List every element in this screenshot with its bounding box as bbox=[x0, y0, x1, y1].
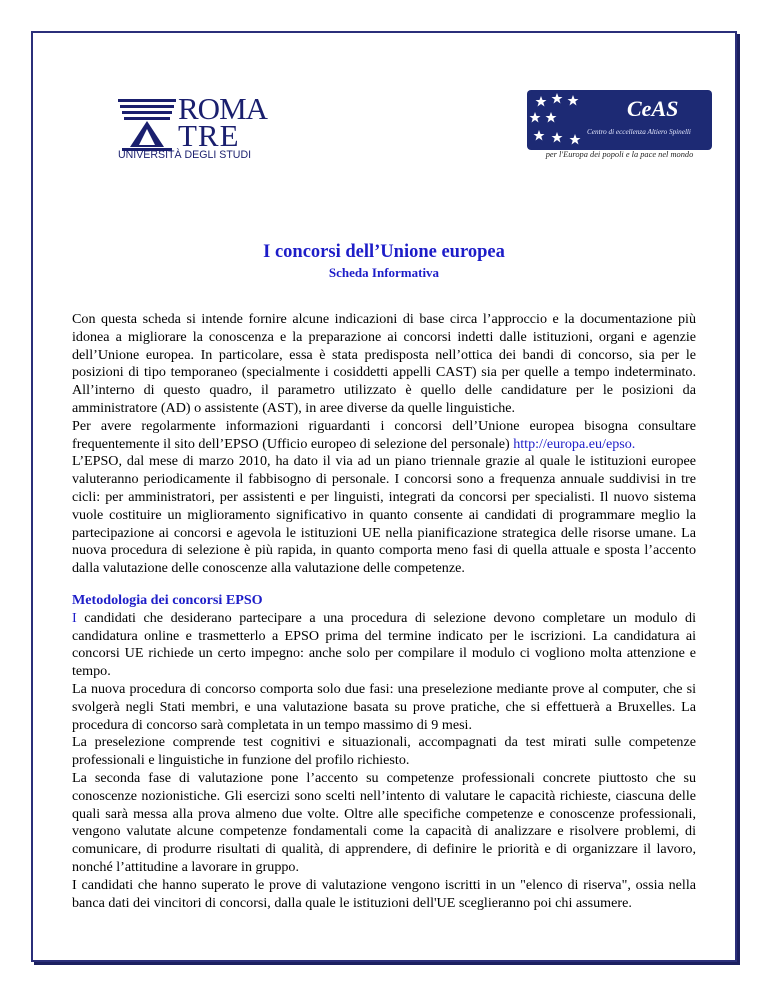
intro-paragraph-2-text: Per avere regolarmente informazioni riguardanti i concorsi dell’Unione europea bisogna consultare frequentemente il sito dell’EPSO (Ufficio europeo di selezione del personale) bbox=[72, 417, 696, 452]
page-title: I concorsi dell’Unione europea bbox=[263, 242, 505, 262]
roma-tre-logo bbox=[118, 91, 268, 165]
ceas-banner bbox=[527, 90, 712, 150]
document-body bbox=[72, 311, 696, 912]
intro-paragraph-1: Con questa scheda si intende fornire alcune indicazioni di base circa l’approccio e la documentazione più idonea a migliorare la conoscenza e la preparazione ai concorsi indetti dalle istituzioni, organi e agenzie dell’Unione europea. In particolare, essa è stata predisposta nell’ottica dei bandi di concorso, sia per le posizioni di tipo temporaneo (specialmente i cosiddetti appelli CAST) sia per quelle a tempo indeterminato. All’interno di questo quadro, il parametro utilizzato è quello delle candidature per le posizioni da amministratore (AD) o assistente (AST), in aree diverse da quelle linguistiche. bbox=[72, 311, 696, 416]
intro-paragraph-2 bbox=[72, 418, 696, 454]
section-paragraph-2: La nuova procedura di concorso comporta solo due fasi: una preselezione mediante prove al computer, che si svolgerà negli Stati membri, e una valutazione basata su prove pratiche, che si effettuerà a Bruxelles. La procedura di concorso sarà completata in un tempo massimo di 9 mesi. bbox=[72, 680, 696, 733]
ceas-logo bbox=[527, 90, 712, 162]
section-paragraph-3: La preselezione comprende test cognitivi e situazionali, accompagnati da test mirati sulle competenze professionali e linguistiche in funzione del profilo richiesto. bbox=[72, 734, 696, 769]
section-paragraph-1 bbox=[72, 610, 696, 681]
page-subtitle: Scheda Informativa bbox=[328, 265, 440, 280]
intro-paragraph-3: L’EPSO, dal mese di marzo 2010, ha dato il via ad un piano triennale grazie al quale le istituzioni europee valuteranno periodicamente il fabbisogno di personale. I concorsi sono a frequenza annuale suddivisi in tre cicli: per amministratori, per assistenti e per linguisti, integrati da concorsi per specialisti. Il nuovo sistema vuole costituire un miglioramento significativo in quanto consente ai candidati di programmare meglio la partecipazione ai concorsi e agevola le istituzioni UE nella pianificazione strategica delle risorse umane. La nuova procedura di selezione è più rapida, in quanto comporta meno fasi di quella attuale e sposta l’accento dalla valutazione delle conoscenze alla valutazione delle competenze. bbox=[72, 453, 696, 577]
eu-stars-icon bbox=[527, 90, 627, 150]
ceas-subtitle: Centro di eccellenza Altiero Spinelli bbox=[587, 128, 691, 136]
epso-link[interactable]: http://europa.eu/epso. bbox=[513, 435, 636, 452]
roma-tre-line1: ROMA bbox=[178, 91, 268, 126]
roma-tre-line3: UNIVERSITÀ DEGLI STUDI bbox=[118, 149, 252, 161]
roma-tre-line2: TRE bbox=[178, 118, 240, 153]
ceas-tagline: per l'Europa dei popoli e la pace nel mondo bbox=[545, 150, 694, 159]
ceas-name: CeAS bbox=[627, 96, 679, 121]
drop-initial: I bbox=[72, 609, 77, 626]
section-paragraph-5: I candidati che hanno superato le prove di valutazione vengono iscritti in un "elenco di riserva", ossia nella banca dati dei vincitori di concorsi, dalla quale le istituzioni dell'UE sceglieranno poi chi assumere. bbox=[72, 876, 696, 911]
section-paragraph-1-text: candidati che desiderano partecipare a una procedura di selezione devono completare un modulo di candidatura online e trasmetterlo a EPSO prima del termine indicato per le iscrizioni. La candidatura ai concorsi UE richiede un certo impegno: anche solo per compilare il modulo ci vogliono molta attenzione e tempo. bbox=[72, 609, 696, 680]
section-paragraph-4: La seconda fase di valutazione pone l’accento su competenze professionali concrete piuttosto che su conoscenze nozionistiche. Gli esercizi sono scelti nell’intento di valutare le capacità richieste, ciascuna delle quali sarà messa alla prova almeno due volte. Oltre alle specifiche competenze e conoscenze professionali, vengono valutate alcune competenze fondamentali come la capacità di analizzare e risolvere problemi, di comunicare, di produrre risultati di qualità, di apprendere, di definire le priorità e di organizzare il lavoro, nonché l’attitudine a lavorare in gruppo. bbox=[72, 769, 696, 875]
section-heading: Metodologia dei concorsi EPSO bbox=[72, 591, 263, 608]
